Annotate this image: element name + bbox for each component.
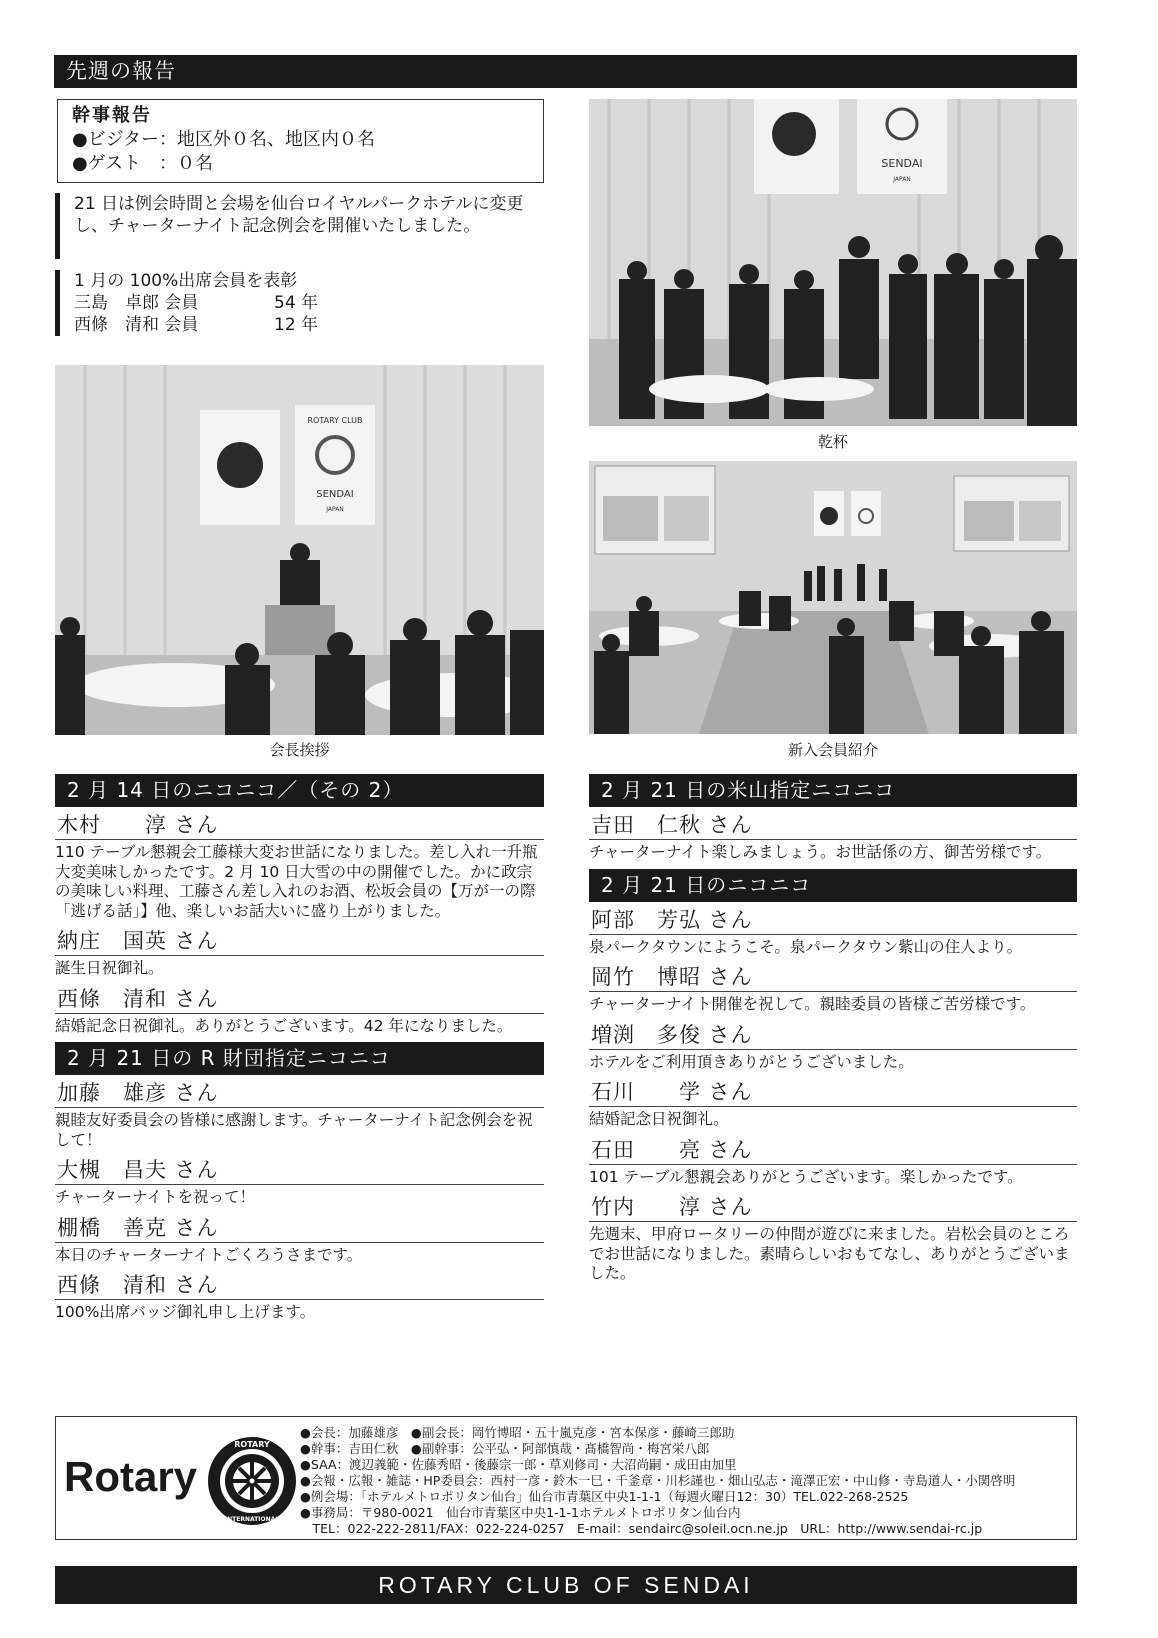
emblem-top-text: ROTARY bbox=[234, 1440, 270, 1449]
section-title: 2 月 21 日の米山指定ニコニコ bbox=[589, 774, 1077, 807]
emblem-bottom-text: INTERNATIONAL bbox=[224, 1516, 280, 1523]
club-info-line: ●SAA：渡辺義範・佐藤秀昭・後藤宗一郎・草刈修司・大沼尚嗣・成田由加里 bbox=[300, 1457, 737, 1472]
member-message: 結婚記念日祝御礼。 bbox=[589, 1110, 729, 1128]
member-message: チャーターナイト楽しみましょう。お世話係の方、御苦労様です。 bbox=[589, 843, 1052, 861]
club-info-line: TEL：022-222-2811/FAX：022-224-0257 E-mail：sendairc@soleil.ocn.ne.jp URL：http://www.sendai-rc.jp bbox=[300, 1521, 983, 1536]
notice-venue-change bbox=[55, 193, 547, 259]
member-message: 先週末、甲府ロータリーの仲間が遊びに来ました。岩松会員のところでお世話になりました。素晴らしいおもてなし、ありがとうございました。 bbox=[589, 1225, 1070, 1282]
club-info-line: ●例会場：「ホテルメトロポリタン仙台」仙台市青葉区中央1-1-1（毎週火曜日12：30）TEL.022-268-2525 bbox=[300, 1489, 909, 1504]
nikoniko-entry bbox=[589, 906, 1077, 960]
member-name: 吉田 仁秋 さん bbox=[589, 811, 1077, 840]
club-info-line: ●会長：加藤雄彦 ●副会長：岡竹博昭・五十嵐克彦・宮本保彦・藤崎三郎助 bbox=[300, 1425, 735, 1440]
nikoniko-entry bbox=[55, 1079, 544, 1152]
club-info-line: ●会報・広報・雑誌・HP委員会：西村一彦・鈴木一巳・千釜章・川杉謹也・畑山弘志・滝澤正宏・中山修・寺島道人・小関啓明 bbox=[300, 1473, 1016, 1488]
member-message: 110 テーブル懇親会工藤様大変お世話になりました。差し入れ一升瓶大変美味しかったです。2 月 10 日大雪の中の開催でした。かに政宗の美味しい料理、工藤さん差し入れのお酒、松坂会員の【万が一の際「逃げる話」】他、楽しいお話大いに盛り上がりました。 bbox=[55, 843, 538, 920]
notice-text: 21 日は例会時間と会場を仙台ロイヤルパークホテルに変更し、チャーターナイト記念例会を開催いたしました。 bbox=[74, 194, 524, 236]
member-name: 納庄 国英 さん bbox=[55, 927, 544, 956]
notice-attendance-award bbox=[55, 270, 547, 336]
section-header-last-week-report bbox=[54, 55, 1077, 88]
member-name: 西條 清和 さん bbox=[55, 985, 544, 1014]
club-name-bar bbox=[55, 1566, 1077, 1604]
member-message: 101 テーブル懇親会ありがとうございます。楽しかったです。 bbox=[589, 1167, 1023, 1186]
club-officer-list bbox=[300, 1425, 1070, 1537]
nikoniko-entry bbox=[55, 811, 544, 923]
member-name: 石田 亮 さん bbox=[589, 1136, 1077, 1165]
member-name: 石川 学 さん bbox=[589, 1078, 1077, 1107]
nikoniko-entry bbox=[55, 985, 544, 1039]
award-row bbox=[74, 314, 547, 336]
flag-subtext: JAPAN bbox=[326, 506, 344, 513]
club-name: ROTARY CLUB OF SENDAI bbox=[378, 1572, 754, 1598]
flag-text: SENDAI bbox=[881, 157, 923, 170]
member-message: 本日のチャーターナイトごくろうさまです。 bbox=[55, 1245, 363, 1264]
member-name: 増渕 多俊 さん bbox=[589, 1021, 1077, 1050]
award-years: 54 年 bbox=[274, 293, 319, 313]
club-info-box bbox=[55, 1416, 1077, 1540]
member-message: チャーターナイト開催を祝して。親睦委員の皆様ご苦労様です。 bbox=[589, 995, 1036, 1013]
member-name: 棚橋 善克 さん bbox=[55, 1214, 544, 1243]
photo-caption: 乾杯 bbox=[817, 433, 848, 451]
member-name: 竹内 淳 さん bbox=[589, 1193, 1077, 1222]
notice-text: 1 月の 100%出席会員を表彰 bbox=[74, 271, 298, 291]
member-name: 加藤 雄彦 さん bbox=[55, 1079, 544, 1108]
nikoniko-entry bbox=[55, 1214, 544, 1268]
member-message: 親睦友好委員会の皆様に感謝します。チャーターナイト記念例会を祝して！ bbox=[55, 1111, 533, 1149]
member-name: 木村 淳 さん bbox=[55, 811, 544, 840]
club-info-line: ●幹事：吉田仁秋 ●副幹事：公平弘・阿部慎哉・髙橋智尚・梅宮栄八郎 bbox=[300, 1441, 710, 1456]
secretary-report-line: ●ゲスト ：０名 bbox=[72, 153, 213, 174]
member-message: 結婚記念日祝御礼。ありがとうございます。42 年になりました。 bbox=[55, 1016, 513, 1035]
nikoniko-entry bbox=[55, 927, 544, 981]
flag-text: SENDAI bbox=[316, 489, 354, 500]
nikoniko-entry bbox=[589, 963, 1077, 1017]
nikoniko-entry bbox=[589, 811, 1077, 865]
nikoniko-entry bbox=[589, 1078, 1077, 1132]
nikoniko-entry bbox=[55, 1271, 544, 1325]
member-name: 西條 清和 さん bbox=[55, 1271, 544, 1300]
flag-top-text: ROTARY CLUB bbox=[307, 416, 363, 425]
secretary-report-title: 幹事報告 bbox=[72, 105, 152, 126]
photo-toast bbox=[589, 99, 1077, 426]
secretary-report-line: ●ビジター：地区外０名、地区内０名 bbox=[72, 129, 375, 150]
nikoniko-entry bbox=[589, 1021, 1077, 1075]
member-message: 誕生日祝御礼。 bbox=[55, 959, 164, 977]
member-message: チャーターナイトを祝って！ bbox=[55, 1188, 255, 1206]
right-nikoniko-column bbox=[589, 774, 1077, 1286]
section-title: 2 月 21 日のニコニコ bbox=[589, 869, 1077, 902]
photo-caption: 新入会員紹介 bbox=[787, 741, 878, 759]
rotary-wheel-icon bbox=[206, 1435, 298, 1527]
rotary-logo-text: Rotary bbox=[64, 1453, 198, 1500]
member-message: ホテルをご利用頂きありがとうございました。 bbox=[589, 1052, 914, 1071]
member-message: 100%出席バッジ御礼申し上げます。 bbox=[55, 1303, 316, 1321]
section-title: 2 月 14 日のニコニコ／（その 2） bbox=[55, 774, 544, 807]
page-title: 先週の報告 bbox=[66, 59, 176, 83]
nikoniko-entry bbox=[55, 1156, 544, 1210]
photo-caption: 会長挨拶 bbox=[269, 741, 330, 759]
nikoniko-entry bbox=[589, 1193, 1077, 1286]
member-message: 泉パークタウンにようこそ。泉パークタウン紫山の住人より。 bbox=[589, 937, 1023, 956]
club-info-line: ●事務局：〒980-0021 仙台市青葉区中央1-1-1ホテルメトロポリタン仙台内 bbox=[300, 1505, 741, 1520]
section-title: 2 月 21 日の R 財団指定ニコニコ bbox=[55, 1042, 544, 1075]
award-member-name: 三島 卓郎 会員 bbox=[74, 293, 199, 313]
flag-subtext: JAPAN bbox=[893, 176, 911, 183]
member-name: 岡竹 博昭 さん bbox=[589, 963, 1077, 992]
nikoniko-entry bbox=[589, 1136, 1077, 1190]
award-member-name: 西條 清和 会員 bbox=[74, 315, 199, 335]
photo-new-member-intro bbox=[589, 461, 1077, 734]
photo-president-speech bbox=[55, 365, 544, 735]
award-row bbox=[74, 292, 547, 314]
member-name: 大槻 昌夫 さん bbox=[55, 1156, 544, 1185]
secretary-report-box bbox=[57, 99, 544, 183]
left-nikoniko-column bbox=[55, 774, 544, 1325]
award-years: 12 年 bbox=[274, 315, 319, 335]
member-name: 阿部 芳弘 さん bbox=[589, 906, 1077, 935]
